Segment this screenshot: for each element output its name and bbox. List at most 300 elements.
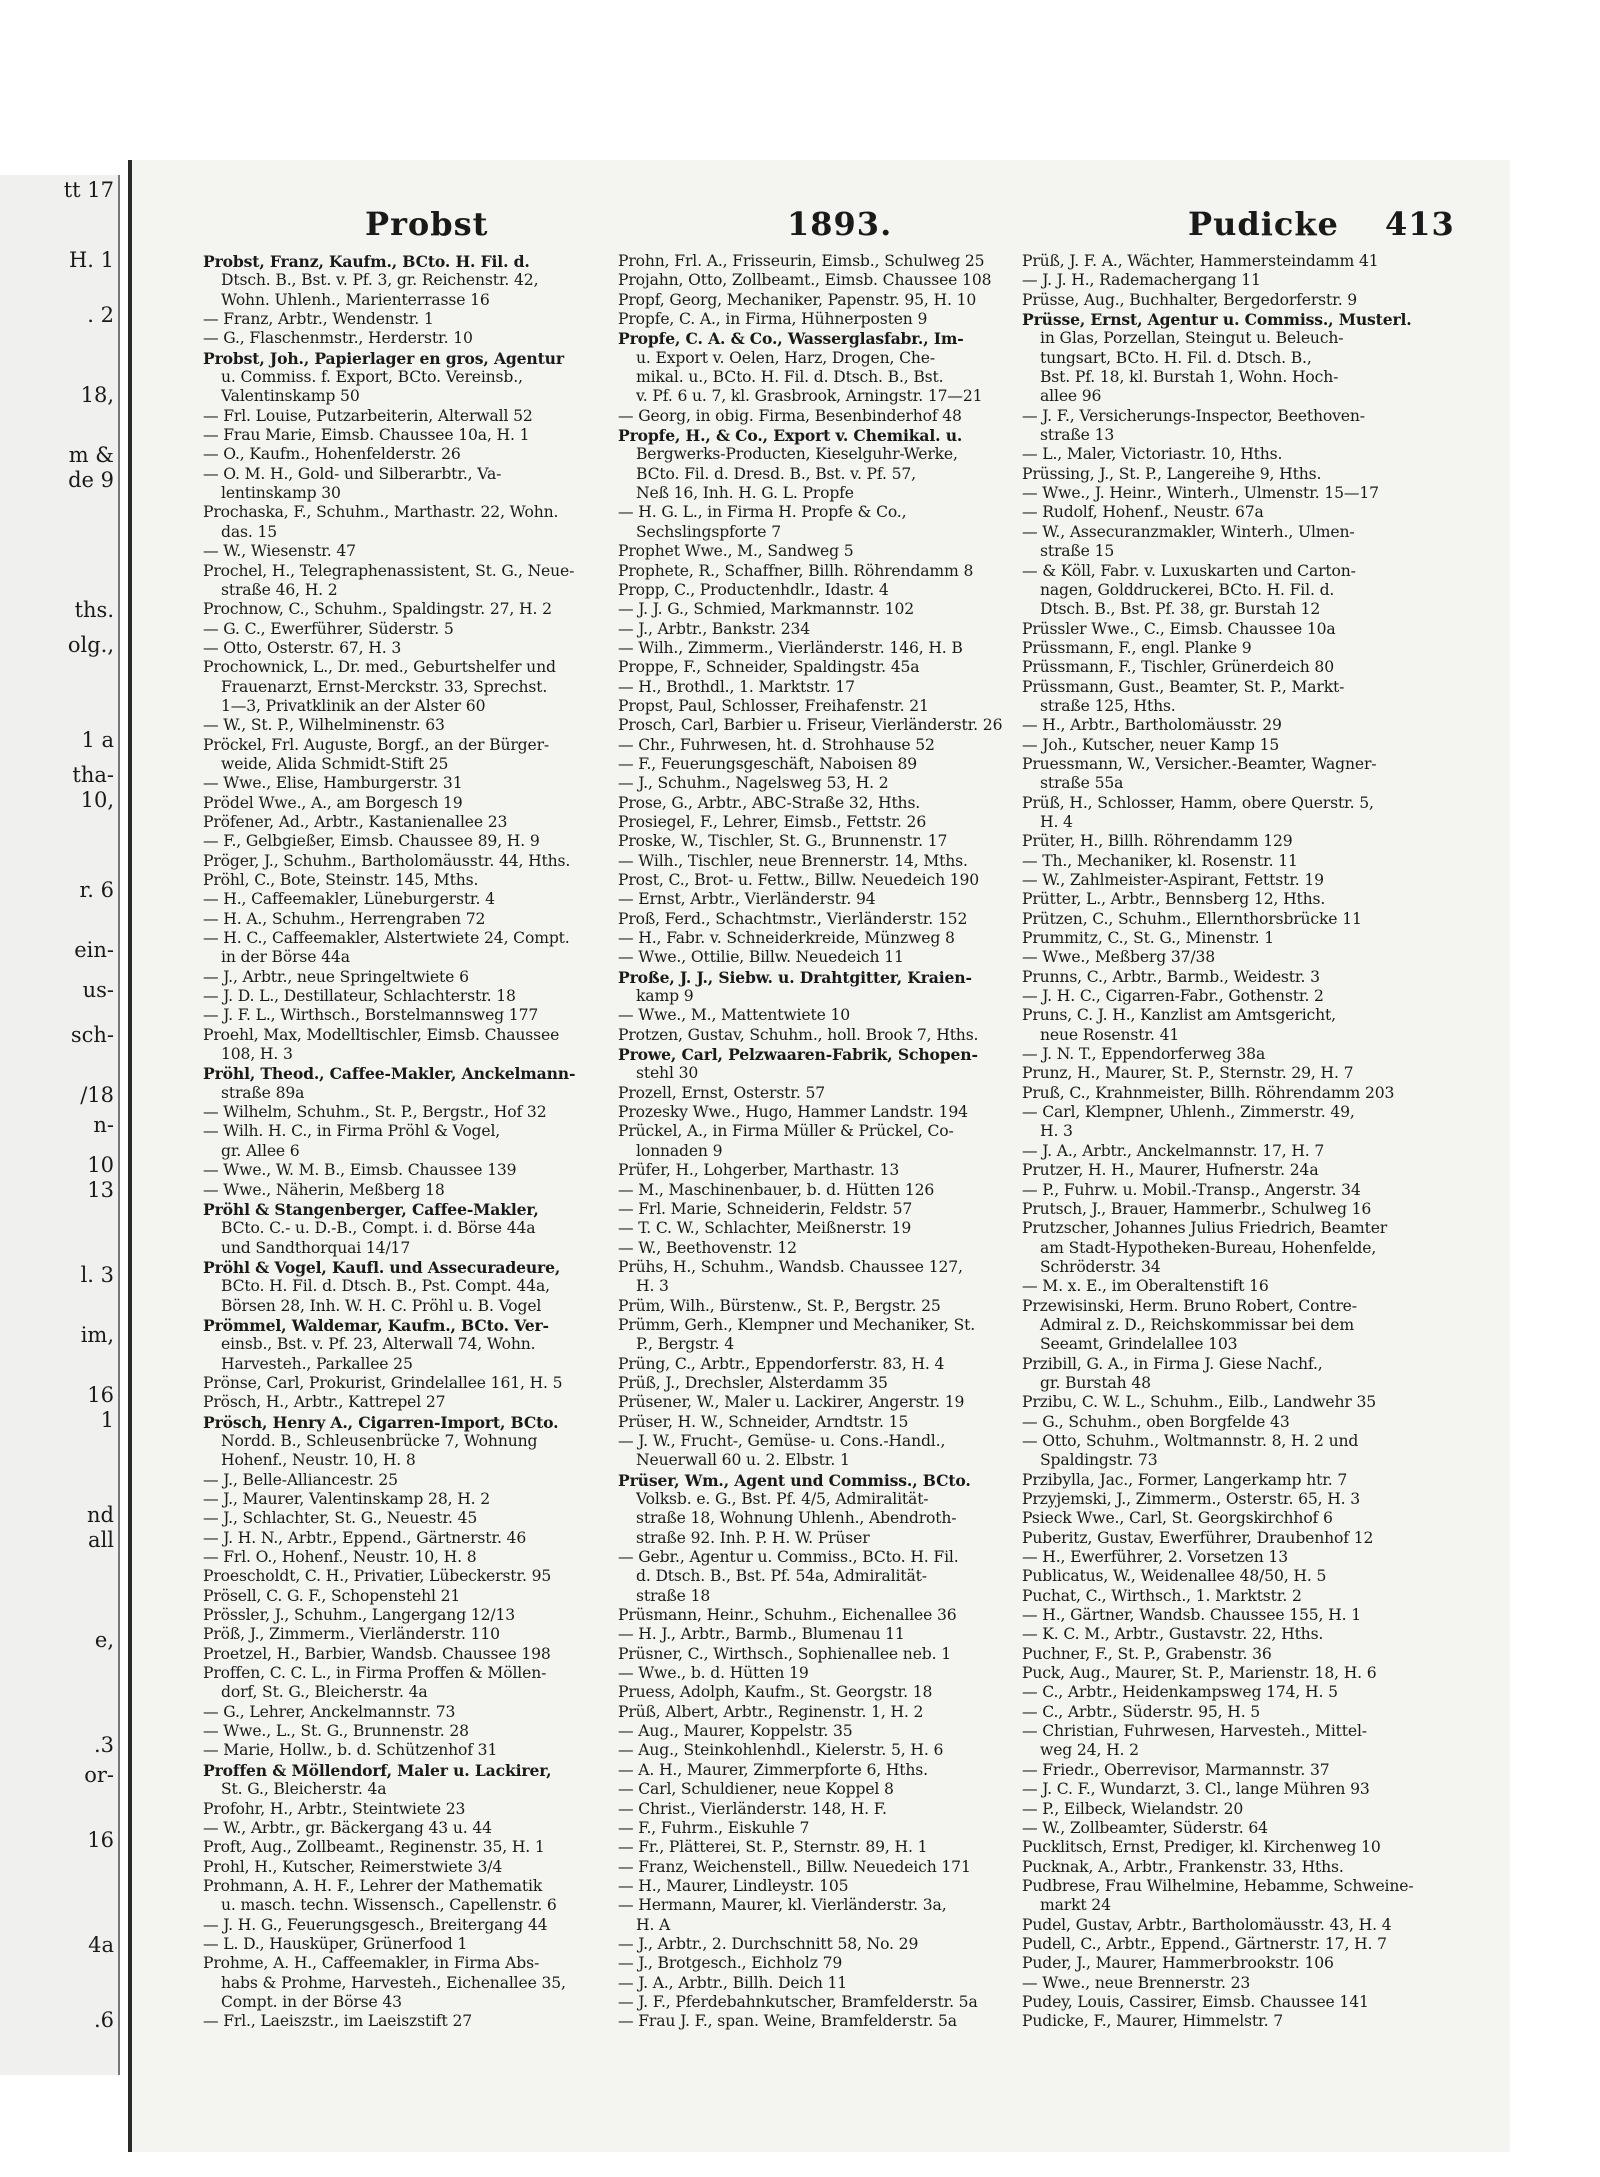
directory-entry-line: Prüfer, H., Lohgerber, Marthastr. 13 bbox=[618, 1161, 900, 1180]
directory-entry-line: straße 15 bbox=[1040, 542, 1115, 561]
directory-entry-line: Proffen & Möllendorf, Maler u. Lackirer, bbox=[203, 1760, 552, 1780]
directory-column-1 bbox=[203, 252, 613, 2032]
directory-entry-line: — Wwe., Näherin, Meßberg 18 bbox=[203, 1180, 445, 1199]
previous-page-fragment: 4a bbox=[88, 1933, 114, 1957]
directory-entry-line: u. Export v. Oelen, Harz, Drogen, Che- bbox=[636, 348, 936, 367]
directory-entry-line: habs & Prohme, Harvesteh., Eichenallee 35, bbox=[221, 1973, 566, 1992]
directory-entry-line: — Friedr., Oberrevisor, Marmannstr. 37 bbox=[1022, 1760, 1330, 1779]
directory-entry-line: — W., Zollbeamter, Süderstr. 64 bbox=[1022, 1818, 1268, 1837]
directory-entry-line: Proescholdt, C. H., Privatier, Lübeckerstr. 95 bbox=[203, 1567, 552, 1586]
directory-entry-line: Prüm, Wilh., Bürstenw., St. P., Bergstr. 25 bbox=[618, 1296, 941, 1315]
running-head-left: Probst bbox=[365, 205, 489, 243]
directory-entry-line: — Wwe., W. M. B., Eimsb. Chaussee 139 bbox=[203, 1161, 517, 1180]
directory-entry-line: — Otto, Schuhm., Woltmannstr. 8, H. 2 und bbox=[1022, 1431, 1359, 1450]
directory-entry-line: straße 18 bbox=[636, 1586, 711, 1605]
directory-entry-line: Proske, W., Tischler, St. G., Brunnenstr. 17 bbox=[618, 832, 948, 851]
directory-entry-line: — M. x. E., im Oberaltenstift 16 bbox=[1022, 1277, 1269, 1296]
directory-entry-line: — Aug., Steinkohlenhdl., Kielerstr. 5, H. 6 bbox=[618, 1741, 944, 1760]
directory-entry-line: Probst, Franz, Kaufm., BCto. H. Fil. d. bbox=[203, 252, 530, 271]
directory-entry-line: — H., Arbtr., Bartholomäusstr. 29 bbox=[1022, 716, 1282, 735]
directory-entry-line: Prüß, H., Schlosser, Hamm, obere Querstr. 5, bbox=[1022, 793, 1374, 812]
directory-entry-line: Propfe, H., & Co., Export v. Chemikal. u. bbox=[618, 426, 963, 446]
directory-entry-line: Prutzscher, Johannes Julius Friedrich, Beamter bbox=[1022, 1219, 1388, 1238]
directory-entry-line: — Frl. Marie, Schneiderin, Feldstr. 57 bbox=[618, 1199, 913, 1218]
directory-entry-line: — A. H., Maurer, Zimmerpforte 6, Hths. bbox=[618, 1760, 928, 1779]
directory-entry-line: 108, H. 3 bbox=[221, 1045, 293, 1064]
directory-entry-line: Propfe, C. A. & Co., Wasserglasfabr., Im- bbox=[618, 329, 964, 349]
previous-page-fragment: tt 17 bbox=[63, 178, 114, 202]
directory-entry-line: — J., Belle-Alliancestr. 25 bbox=[203, 1470, 398, 1489]
directory-entry-line: — Frau J. F., span. Weine, Bramfelderstr. 5a bbox=[618, 2012, 957, 2031]
directory-entry-line: Puchner, F., St. P., Grabenstr. 36 bbox=[1022, 1644, 1272, 1663]
directory-entry-line: v. Pf. 6 u. 7, kl. Grasbrook, Arningstr. 17—21 bbox=[636, 387, 983, 406]
previous-page-fragment: sch- bbox=[70, 1023, 114, 1047]
directory-entry-line: — Wwe., J. Heinr., Winterh., Ulmenstr. 15—17 bbox=[1022, 484, 1379, 503]
directory-entry-line: H. 4 bbox=[1040, 812, 1073, 831]
directory-entry-line: tungsart, BCto. H. Fil. d. Dtsch. B., bbox=[1040, 348, 1312, 367]
directory-entry-line: — H. A., Schuhm., Herrengraben 72 bbox=[203, 909, 486, 928]
directory-entry-line: nagen, Golddruckerei, BCto. H. Fil. d. bbox=[1040, 580, 1335, 599]
directory-entry-line: Seeamt, Grindelallee 103 bbox=[1040, 1335, 1238, 1354]
directory-entry-line: Neß 16, Inh. H. G. L. Propfe bbox=[636, 484, 854, 503]
directory-entry-line: Schröderstr. 34 bbox=[1040, 1257, 1161, 1276]
directory-entry-line: Prochownick, L., Dr. med., Geburtshelfer und bbox=[203, 658, 556, 677]
directory-entry-line: — Hermann, Maurer, kl. Vierländerstr. 3a, bbox=[618, 1896, 947, 1915]
directory-entry-line: Propp, C., Productenhdlr., Idastr. 4 bbox=[618, 580, 889, 599]
directory-entry-line: — J. J. G., Schmied, Markmannstr. 102 bbox=[618, 600, 915, 619]
directory-entry-line: Spaldingstr. 73 bbox=[1040, 1451, 1158, 1470]
directory-entry-line: — Franz, Arbtr., Wendenstr. 1 bbox=[203, 310, 434, 329]
previous-page-fragment: 13 bbox=[87, 1178, 114, 1202]
directory-entry-line: Prüng, C., Arbtr., Eppendorferstr. 83, H. 4 bbox=[618, 1354, 945, 1373]
previous-page-fragment: or- bbox=[84, 1763, 114, 1787]
directory-entry-line: Pröhl, Theod., Caffee-Makler, Anckelmann- bbox=[203, 1064, 576, 1084]
previous-page-fragment: .3 bbox=[93, 1733, 114, 1757]
directory-entry-line: Prüß, J. F. A., Wächter, Hammersteindamm 41 bbox=[1022, 252, 1379, 270]
directory-entry-line: Börsen 28, Inh. W. H. C. Pröhl u. B. Vogel bbox=[221, 1296, 542, 1315]
directory-entry-line: — G., Schuhm., oben Borgfelde 43 bbox=[1022, 1412, 1290, 1431]
directory-entry-line: Pruessmann, W., Versicher.-Beamter, Wagner- bbox=[1022, 754, 1377, 773]
directory-entry-line: lonnaden 9 bbox=[636, 1141, 723, 1160]
directory-entry-line: Sechslingspforte 7 bbox=[636, 522, 781, 541]
directory-entry-line: Prösch, Henry A., Cigarren-Import, BCto. bbox=[203, 1412, 559, 1432]
previous-page-fragment: im, bbox=[80, 1323, 114, 1347]
directory-entry-line: — J. F. L., Wirthsch., Borstelmannsweg 177 bbox=[203, 1006, 539, 1025]
directory-entry-line: Prüssmann, Gust., Beamter, St. P., Markt- bbox=[1022, 677, 1345, 696]
directory-entry-line: P., Bergstr. 4 bbox=[636, 1335, 735, 1354]
directory-entry-line: dorf, St. G., Bleicherstr. 4a bbox=[221, 1683, 428, 1702]
directory-entry-line: — Chr., Fuhrwesen, ht. d. Strohhause 52 bbox=[618, 735, 935, 754]
directory-entry-line: Prohn, Frl. A., Frisseurin, Eimsb., Schulweg 25 bbox=[618, 252, 985, 270]
directory-entry-line: Prömmel, Waldemar, Kaufm., BCto. Ver- bbox=[203, 1315, 549, 1335]
directory-entry-line: — Wwe., Meßberg 37/38 bbox=[1022, 948, 1216, 967]
directory-entry-line: Pucklitsch, Ernst, Prediger, kl. Kirchenweg 10 bbox=[1022, 1838, 1381, 1857]
previous-page-fragment: olg., bbox=[67, 633, 114, 657]
directory-entry-line: — Marie, Hollw., b. d. Schützenhof 31 bbox=[203, 1741, 498, 1760]
directory-entry-line: — W., Assecuranzmakler, Winterh., Ulmen- bbox=[1022, 522, 1355, 541]
directory-column-2 bbox=[618, 252, 1028, 2032]
directory-entry-line: Przewisinski, Herm. Bruno Robert, Contre- bbox=[1022, 1296, 1357, 1315]
directory-entry-line: Prozell, Ernst, Osterstr. 57 bbox=[618, 1083, 826, 1102]
directory-entry-line: Nordd. B., Schleusenbrücke 7, Wohnung bbox=[221, 1431, 538, 1450]
directory-entry-line: — Frl. O., Hohenf., Neustr. 10, H. 8 bbox=[203, 1548, 477, 1567]
directory-entry-line: Pröckel, Frl. Auguste, Borgf., an der Bürger- bbox=[203, 735, 549, 754]
directory-entry-line: Prönse, Carl, Prokurist, Grindelallee 161, H. 5 bbox=[203, 1373, 563, 1392]
directory-entry-line: — Carl, Klempner, Uhlenh., Zimmerstr. 49, bbox=[1022, 1103, 1355, 1122]
directory-entry-line: — H., Brothdl., 1. Marktstr. 17 bbox=[618, 677, 855, 696]
running-head-year: 1893. bbox=[787, 205, 893, 243]
directory-entry-line: Puchat, C., Wirthsch., 1. Marktstr. 2 bbox=[1022, 1586, 1302, 1605]
directory-entry-line: Prost, C., Brot- u. Fettw., Billw. Neuedeich 190 bbox=[618, 871, 980, 889]
directory-entry-line: — Georg, in obig. Firma, Besenbinderhof 48 bbox=[618, 406, 962, 425]
directory-entry-line: — H., Gärtner, Wandsb. Chaussee 155, H. 1 bbox=[1022, 1606, 1362, 1625]
directory-entry-line: Profohr, H., Arbtr., Steintwiete 23 bbox=[203, 1799, 466, 1818]
directory-entry-line: Propf, Georg, Mechaniker, Papenstr. 95, H. 10 bbox=[618, 290, 977, 309]
directory-entry-line: Prödel Wwe., A., am Borgesch 19 bbox=[203, 793, 463, 812]
directory-entry-line: — Joh., Kutscher, neuer Kamp 15 bbox=[1022, 735, 1280, 754]
directory-entry-line: Wohn. Uhlenh., Marienterrasse 16 bbox=[221, 290, 490, 309]
previous-page-fragment: us- bbox=[82, 978, 114, 1002]
directory-entry-line: Propfe, C. A., in Firma, Hühnerposten 9 bbox=[618, 310, 928, 329]
directory-entry-line: Pröhl & Stangenberger, Caffee-Makler, bbox=[203, 1199, 539, 1219]
directory-entry-line: Dtsch. B., Bst. Pf. 38, gr. Burstah 12 bbox=[1040, 600, 1321, 619]
directory-entry-line: — Frl. Louise, Putzarbeiterin, Alterwall 52 bbox=[203, 406, 533, 425]
directory-entry-line: — Wilh., Tischler, neue Brennerstr. 14, Mths. bbox=[618, 851, 968, 870]
directory-entry-line: H. A bbox=[636, 1915, 671, 1934]
directory-column-3 bbox=[1022, 252, 1432, 2032]
directory-entry-line: straße 13 bbox=[1040, 426, 1115, 445]
directory-entry-line: — G., Flaschenmstr., Herderstr. 10 bbox=[203, 329, 473, 348]
directory-entry-line: — O. M. H., Gold- und Silberarbtr., Va- bbox=[203, 464, 502, 483]
directory-entry-line: Puck, Aug., Maurer, St. P., Marienstr. 18, H. 6 bbox=[1022, 1664, 1377, 1683]
directory-entry-line: Prüssler Wwe., C., Eimsb. Chaussee 10a bbox=[1022, 619, 1336, 638]
directory-entry-line: — J. H. C., Cigarren-Fabr., Gothenstr. 2 bbox=[1022, 987, 1324, 1006]
directory-entry-line: Publicatus, W., Weidenallee 48/50, H. 5 bbox=[1022, 1567, 1327, 1586]
directory-entry-line: Prophete, R., Schaffner, Billh. Röhrendamm 8 bbox=[618, 561, 974, 580]
directory-entry-line: Pruß, C., Krahnmeister, Billh. Röhrendamm 203 bbox=[1022, 1083, 1395, 1102]
previous-page-fragment: tha- bbox=[72, 763, 114, 787]
directory-entry-line: — J., Schuhm., Nagelsweg 53, H. 2 bbox=[618, 774, 889, 793]
directory-entry-line: — Wilhelm, Schuhm., St. P., Bergstr., Hof 32 bbox=[203, 1103, 547, 1122]
directory-entry-line: Proffen, C. C. L., in Firma Proffen & Möllen- bbox=[203, 1664, 547, 1683]
directory-entry-line: — C., Arbtr., Süderstr. 95, H. 5 bbox=[1022, 1702, 1261, 1721]
directory-entry-line: Prüssing, J., St. P., Langereihe 9, Hths. bbox=[1022, 464, 1322, 483]
previous-page-fragment: 18, bbox=[80, 383, 114, 407]
previous-page-fragment: ein- bbox=[74, 938, 114, 962]
directory-entry-line: — F., Fuhrm., Eiskuhle 7 bbox=[618, 1818, 810, 1837]
directory-entry-line: Prüsse, Aug., Buchhalter, Bergedorferstr. 9 bbox=[1022, 290, 1358, 309]
directory-entry-line: — J. H. N., Arbtr., Eppend., Gärtnerstr. 46 bbox=[203, 1528, 527, 1547]
directory-entry-line: Pröhl & Vogel, Kaufl. und Assecuradeure, bbox=[203, 1257, 561, 1277]
directory-entry-line: Prühs, H., Schuhm., Wandsb. Chaussee 127, bbox=[618, 1257, 963, 1276]
directory-entry-line: Prozesky Wwe., Hugo, Hammer Landstr. 194 bbox=[618, 1103, 968, 1122]
directory-entry-line: — P., Fuhrw. u. Mobil.-Transp., Angerstr. 34 bbox=[1022, 1180, 1361, 1199]
directory-entry-line: — Frl., Laeiszstr., im Laeiszstift 27 bbox=[203, 2012, 473, 2031]
directory-entry-line: Bst. Pf. 18, kl. Burstah 1, Wohn. Hoch- bbox=[1040, 368, 1339, 387]
previous-page-fragment: 16 bbox=[87, 1383, 114, 1407]
directory-entry-line: Prüter, H., Billh. Röhrendamm 129 bbox=[1022, 832, 1293, 851]
directory-entry-line: — Aug., Maurer, Koppelstr. 35 bbox=[618, 1722, 853, 1741]
directory-entry-line: in der Börse 44a bbox=[221, 948, 350, 967]
directory-entry-line: Prochaska, F., Schuhm., Marthastr. 22, Wohn. bbox=[203, 503, 559, 522]
directory-entry-line: — W., Beethovenstr. 12 bbox=[618, 1238, 797, 1257]
directory-entry-line: — L. D., Hausküper, Grünerfood 1 bbox=[203, 1934, 468, 1953]
directory-entry-line: Compt. in der Börse 43 bbox=[221, 1992, 402, 2011]
directory-entry-line: gr. Allee 6 bbox=[221, 1141, 300, 1160]
directory-entry-line: — Christ., Vierländerstr. 148, H. F. bbox=[618, 1799, 887, 1818]
directory-entry-line: Prutzer, H. H., Maurer, Hufnerstr. 24a bbox=[1022, 1161, 1319, 1180]
previous-page-fragment: nd bbox=[87, 1503, 114, 1527]
previous-page-fragment: ths. bbox=[74, 598, 114, 622]
directory-entry-line: Propst, Paul, Schlosser, Freihafenstr. 21 bbox=[618, 696, 929, 715]
directory-entry-line: Prohme, A. H., Caffeemakler, in Firma Abs- bbox=[203, 1954, 540, 1973]
directory-entry-line: Valentinskamp 50 bbox=[221, 387, 360, 406]
directory-entry-line: Neuerwall 60 u. 2. Elbstr. 1 bbox=[636, 1451, 850, 1470]
directory-entry-line: — W., Wiesenstr. 47 bbox=[203, 542, 356, 561]
directory-entry-line: — J., Maurer, Valentinskamp 28, H. 2 bbox=[203, 1490, 491, 1508]
directory-entry-line: Prüß, Albert, Arbtr., Reginenstr. 1, H. 2 bbox=[618, 1702, 924, 1721]
directory-entry-line: — Wwe., Elise, Hamburgerstr. 31 bbox=[203, 774, 463, 793]
directory-entry-line: Pröger, J., Schuhm., Bartholomäusstr. 44, Hths. bbox=[203, 851, 571, 870]
directory-entry-line: — J. A., Arbtr., Anckelmannstr. 17, H. 7 bbox=[1022, 1141, 1325, 1160]
directory-entry-line: Protzen, Gustav, Schuhm., holl. Brook 7, Hths. bbox=[618, 1025, 979, 1044]
directory-entry-line: Prophet Wwe., M., Sandweg 5 bbox=[618, 542, 854, 561]
directory-entry-line: — W., St. P., Wilhelminenstr. 63 bbox=[203, 716, 445, 735]
directory-entry-line: straße 46, H. 2 bbox=[221, 580, 338, 599]
directory-entry-line: — Wilh. H. C., in Firma Pröhl & Vogel, bbox=[203, 1122, 501, 1141]
directory-entry-line: allee 96 bbox=[1040, 387, 1102, 406]
directory-entry-line: Prummitz, C., St. G., Minenstr. 1 bbox=[1022, 929, 1274, 948]
directory-entry-line: — Th., Mechaniker, kl. Rosenstr. 11 bbox=[1022, 851, 1298, 870]
directory-entry-line: am Stadt-Hypotheken-Bureau, Hohenfelde, bbox=[1040, 1238, 1377, 1257]
directory-entry-line: Przibylla, Jac., Former, Langerkamp htr. 7 bbox=[1022, 1470, 1348, 1489]
directory-entry-line: — H., Ewerführer, 2. Vorsetzen 13 bbox=[1022, 1548, 1288, 1567]
directory-entry-line: in Glas, Porzellan, Steingut u. Beleuch- bbox=[1040, 329, 1344, 348]
directory-entry-line: — Wwe., L., St. G., Brunnenstr. 28 bbox=[203, 1722, 469, 1741]
directory-entry-line: Prüß, J., Drechsler, Alsterdamm 35 bbox=[618, 1373, 888, 1392]
directory-entry-line: Przibill, G. A., in Firma J. Giese Nachf., bbox=[1022, 1354, 1323, 1373]
directory-entry-line: Puder, J., Maurer, Hammerbrookstr. 106 bbox=[1022, 1954, 1334, 1973]
directory-entry-line: — J. H. G., Feuerungsgesch., Breitergang 44 bbox=[203, 1915, 548, 1934]
previous-page-fragment: 10, bbox=[80, 788, 114, 812]
previous-page-fragment: 10 bbox=[87, 1153, 114, 1177]
directory-entry-line: Prückel, A., in Firma Müller & Prückel, Co- bbox=[618, 1122, 954, 1141]
directory-entry-line: Prütter, L., Arbtr., Bennsberg 12, Hths. bbox=[1022, 890, 1326, 909]
previous-page-fragment: /18 bbox=[80, 1083, 114, 1107]
directory-entry-line: — H. G. L., in Firma H. Propfe & Co., bbox=[618, 503, 907, 522]
previous-page-edge bbox=[0, 175, 120, 2075]
directory-entry-line: St. G., Bleicherstr. 4a bbox=[221, 1780, 387, 1799]
directory-entry-line: — H. J., Arbtr., Barmb., Blumenau 11 bbox=[618, 1625, 905, 1644]
directory-entry-line: — J., Schlachter, St. G., Neuestr. 45 bbox=[203, 1509, 478, 1528]
directory-entry-line: Dtsch. B., Bst. v. Pf. 3, gr. Reichenstr. 42, bbox=[221, 271, 539, 290]
directory-entry-line: Pudicke, F., Maurer, Himmelstr. 7 bbox=[1022, 2012, 1284, 2031]
directory-entry-line: stehl 30 bbox=[636, 1064, 699, 1083]
previous-page-fragment: 16 bbox=[87, 1828, 114, 1852]
directory-entry-line: — Wwe., M., Mattentwiete 10 bbox=[618, 1006, 851, 1025]
directory-entry-line: das. 15 bbox=[221, 522, 277, 541]
directory-entry-line: H. 3 bbox=[1040, 1122, 1073, 1141]
directory-entry-line: — Fr., Plätterei, St. P., Sternstr. 89, H. 1 bbox=[618, 1838, 928, 1857]
directory-entry-line: — Wwe., neue Brennerstr. 23 bbox=[1022, 1973, 1251, 1992]
directory-entry-line: Prochel, H., Telegraphenassistent, St. G., Neue- bbox=[203, 561, 575, 580]
running-head-right: Pudicke bbox=[1188, 205, 1339, 243]
directory-entry-line: — J. F., Versicherungs-Inspector, Beethoven- bbox=[1022, 406, 1365, 425]
directory-entry-line: Prochnow, C., Schuhm., Spaldingstr. 27, H. 2 bbox=[203, 600, 552, 619]
directory-entry-line: — F., Feuerungsgeschäft, Naboisen 89 bbox=[618, 754, 918, 773]
directory-entry-line: 1—3, Privatklinik an der Alster 60 bbox=[221, 696, 486, 715]
directory-entry-line: Pruns, C. J. H., Kanzlist am Amtsgericht, bbox=[1022, 1006, 1336, 1025]
directory-entry-line: Projahn, Otto, Zollbeamt., Eimsb. Chaussee 108 bbox=[618, 271, 992, 290]
directory-entry-line: straße 18, Wohnung Uhlenh., Abendroth- bbox=[636, 1509, 957, 1528]
directory-entry-line: — H. C., Caffeemakler, Alstertwiete 24, Compt. bbox=[203, 929, 570, 948]
directory-entry-line: Prüsner, C., Wirthsch., Sophienallee neb. 1 bbox=[618, 1644, 951, 1663]
previous-page-fragment: 1 bbox=[100, 1408, 114, 1432]
directory-entry-line: Pudell, C., Arbtr., Eppend., Gärtnerstr. 17, H. 7 bbox=[1022, 1934, 1387, 1953]
previous-page-fragment: all bbox=[88, 1528, 114, 1552]
directory-entry-line: einsb., Bst. v. Pf. 23, Alterwall 74, Wohn. bbox=[221, 1335, 536, 1354]
directory-entry-line: Prüssmann, F., Tischler, Grünerdeich 80 bbox=[1022, 658, 1334, 677]
directory-entry-line: Pudbrese, Frau Wilhelmine, Hebamme, Schweine- bbox=[1022, 1876, 1414, 1895]
directory-entry-line: — W., Zahlmeister-Aspirant, Fettstr. 19 bbox=[1022, 871, 1324, 889]
directory-entry-line: Prunz, H., Maurer, St. P., Sternstr. 29, H. 7 bbox=[1022, 1064, 1354, 1083]
directory-entry-line: Przyjemski, J., Zimmerm., Osterstr. 65, H. 3 bbox=[1022, 1490, 1361, 1508]
directory-entry-line: straße 89a bbox=[221, 1083, 305, 1102]
directory-entry-line: Proehl, Max, Modelltischler, Eimsb. Chaussee bbox=[203, 1025, 560, 1044]
directory-entry-line: — T. C. W., Schlachter, Meißnerstr. 19 bbox=[618, 1219, 912, 1238]
previous-page-fragment: m & bbox=[68, 443, 114, 467]
directory-entry-line: Prüssmann, F., engl. Planke 9 bbox=[1022, 638, 1252, 657]
directory-entry-line: — J., Arbtr., Bankstr. 234 bbox=[618, 619, 811, 638]
directory-entry-line: — H., Caffeemakler, Lüneburgerstr. 4 bbox=[203, 890, 495, 909]
directory-entry-line: d. Dtsch. B., Bst. Pf. 54a, Admiralität- bbox=[636, 1567, 927, 1586]
directory-entry-line: — J. W., Frucht-, Gemüse- u. Cons.-Handl., bbox=[618, 1431, 946, 1450]
directory-entry-line: — & Köll, Fabr. v. Luxuskarten und Carton- bbox=[1022, 561, 1356, 580]
directory-entry-line: Pröhl, C., Bote, Steinstr. 145, Mths. bbox=[203, 871, 479, 889]
directory-entry-line: Prösell, C. G. F., Schopenstehl 21 bbox=[203, 1586, 461, 1605]
directory-entry-line: Pudey, Louis, Cassirer, Eimsb. Chaussee 141 bbox=[1022, 1992, 1369, 2011]
directory-entry-line: weg 24, H. 2 bbox=[1040, 1741, 1139, 1760]
directory-entry-line: markt 24 bbox=[1040, 1896, 1111, 1915]
directory-entry-line: straße 92. Inh. P. H. W. Prüser bbox=[636, 1528, 870, 1547]
directory-entry-line: Frauenarzt, Ernst-Merckstr. 33, Sprechst. bbox=[221, 677, 548, 696]
page-number: 413 bbox=[1385, 205, 1455, 243]
directory-entry-line: Pruess, Adolph, Kaufm., St. Georgstr. 18 bbox=[618, 1683, 933, 1702]
directory-entry-line: Admiral z. D., Reichskommissar bei dem bbox=[1040, 1315, 1354, 1334]
directory-entry-line: Hohenf., Neustr. 10, H. 8 bbox=[221, 1451, 416, 1470]
directory-entry-line: — Ernst, Arbtr., Vierländerstr. 94 bbox=[618, 890, 876, 909]
directory-entry-line: — J. D. L., Destillateur, Schlachterstr. 18 bbox=[203, 987, 516, 1006]
directory-entry-line: — Franz, Weichenstell., Billw. Neuedeich 171 bbox=[618, 1857, 971, 1876]
directory-entry-line: — Otto, Osterstr. 67, H. 3 bbox=[203, 638, 402, 657]
directory-entry-line: — G., Lehrer, Anckelmannstr. 73 bbox=[203, 1702, 456, 1721]
directory-entry-line: Volksb. e. G., Bst. Pf. 4/5, Admiralität- bbox=[636, 1490, 929, 1508]
directory-entry-line: — Wwe., b. d. Hütten 19 bbox=[618, 1664, 809, 1683]
previous-page-fragment: de 9 bbox=[68, 468, 114, 492]
directory-entry-line: — G. C., Ewerführer, Süderstr. 5 bbox=[203, 619, 454, 638]
directory-entry-line: H. 3 bbox=[636, 1277, 669, 1296]
directory-entry-line: — J. C. F., Wundarzt, 3. Cl., lange Mühren 93 bbox=[1022, 1780, 1370, 1799]
directory-entry-line: — Rudolf, Hohenf., Neustr. 67a bbox=[1022, 503, 1264, 522]
directory-entry-line: — K. C. M., Arbtr., Gustavstr. 22, Hths. bbox=[1022, 1625, 1324, 1644]
directory-entry-line: Prösch, H., Arbtr., Kattrepel 27 bbox=[203, 1393, 446, 1412]
directory-entry-line: Prümm, Gerh., Klempner und Mechaniker, St. bbox=[618, 1315, 976, 1334]
directory-entry-line: Psieck Wwe., Carl, St. Georgskirchhof 6 bbox=[1022, 1509, 1333, 1528]
directory-entry-line: Pudel, Gustav, Arbtr., Bartholomäusstr. 43, H. 4 bbox=[1022, 1915, 1392, 1934]
directory-entry-line: Harvesteh., Parkallee 25 bbox=[221, 1354, 413, 1373]
directory-entry-line: — O., Kaufm., Hohenfelderstr. 26 bbox=[203, 445, 461, 464]
directory-entry-line: — J., Arbtr., 2. Durchschnitt 58, No. 29 bbox=[618, 1934, 919, 1953]
directory-entry-line: — H., Maurer, Lindleystr. 105 bbox=[618, 1876, 849, 1895]
previous-page-fragment: . 2 bbox=[87, 303, 114, 327]
directory-entry-line: — J. N. T., Eppendorferweg 38a bbox=[1022, 1045, 1266, 1064]
previous-page-fragment: l. 3 bbox=[80, 1263, 114, 1287]
previous-page-fragment: 1 a bbox=[81, 728, 114, 752]
directory-entry-line: Prüsener, W., Maler u. Lackirer, Angerstr. 19 bbox=[618, 1393, 965, 1412]
directory-entry-line: — Frau Marie, Eimsb. Chaussee 10a, H. 1 bbox=[203, 426, 530, 445]
directory-entry-line: kamp 9 bbox=[636, 987, 694, 1006]
directory-entry-line: — J. F., Pferdebahnkutscher, Bramfelderstr. 5a bbox=[618, 1992, 978, 2011]
directory-entry-line: — Christian, Fuhrwesen, Harvesteh., Mittel- bbox=[1022, 1722, 1367, 1741]
directory-entry-line: weide, Alida Schmidt-Stift 25 bbox=[221, 754, 449, 773]
directory-entry-line: Proße, J. J., Siebw. u. Drahtgitter, Kraien- bbox=[618, 967, 972, 987]
directory-entry-line: Prose, G., Arbtr., ABC-Straße 32, Hths. bbox=[618, 793, 921, 812]
directory-entry-line: Prüsmann, Heinr., Schuhm., Eichenallee 36 bbox=[618, 1606, 957, 1625]
directory-entry-line: u. Commiss. f. Export, BCto. Vereinsb., bbox=[221, 368, 523, 387]
previous-page-fragment: r. 6 bbox=[79, 878, 114, 902]
directory-entry-line: Prützen, C., Schuhm., Ellernthorsbrücke 11 bbox=[1022, 909, 1362, 928]
directory-entry-line: BCto. C.- u. D.-B., Compt. i. d. Börse 44a bbox=[221, 1219, 536, 1238]
directory-entry-line: Pucknak, A., Arbtr., Frankenstr. 33, Hths. bbox=[1022, 1857, 1344, 1876]
directory-entry-line: — L., Maler, Victoriastr. 10, Hths. bbox=[1022, 445, 1283, 464]
directory-entry-line: Prohl, H., Kutscher, Reimerstwiete 3/4 bbox=[203, 1857, 503, 1876]
directory-entry-line: Prüser, H. W., Schneider, Arndtstr. 15 bbox=[618, 1412, 909, 1431]
directory-entry-line: — Wilh., Zimmerm., Vierländerstr. 146, H. B bbox=[618, 638, 963, 657]
directory-entry-line: Prosch, Carl, Barbier u. Friseur, Vierländerstr. 26 bbox=[618, 716, 1003, 735]
directory-entry-line: — J., Brotgesch., Eichholz 79 bbox=[618, 1954, 843, 1973]
directory-entry-line: und Sandthorquai 14/17 bbox=[221, 1238, 411, 1257]
directory-entry-line: Proppe, F., Schneider, Spaldingstr. 45a bbox=[618, 658, 920, 677]
directory-entry-line: — J. J. H., Rademachergang 11 bbox=[1022, 271, 1261, 290]
directory-entry-line: — Carl, Schuldiener, neue Koppel 8 bbox=[618, 1780, 894, 1799]
directory-entry-line: neue Rosenstr. 41 bbox=[1040, 1025, 1180, 1044]
directory-entry-line: u. masch. techn. Wissensch., Capellenstr. 6 bbox=[221, 1896, 557, 1915]
previous-page-fragment: .6 bbox=[93, 2008, 114, 2032]
directory-entry-line: — J., Arbtr., neue Springeltwiete 6 bbox=[203, 967, 469, 986]
directory-entry-line: Prüser, Wm., Agent und Commiss., BCto. bbox=[618, 1470, 971, 1490]
directory-entry-line: — P., Eilbeck, Wielandstr. 20 bbox=[1022, 1799, 1244, 1818]
directory-entry-line: Prutsch, J., Brauer, Hammerbr., Schulweg 16 bbox=[1022, 1199, 1372, 1218]
directory-entry-line: Prüsse, Ernst, Agentur u. Commiss., Musterl. bbox=[1022, 310, 1412, 330]
directory-entry-line: — W., Arbtr., gr. Bäckergang 43 u. 44 bbox=[203, 1818, 492, 1837]
directory-entry-line: — C., Arbtr., Heidenkampsweg 174, H. 5 bbox=[1022, 1683, 1338, 1702]
previous-page-fragment: H. 1 bbox=[68, 248, 114, 272]
directory-entry-line: Prössler, J., Schuhm., Langergang 12/13 bbox=[203, 1606, 516, 1625]
directory-entry-line: Prohmann, A. H. F., Lehrer der Mathematik bbox=[203, 1876, 543, 1895]
directory-entry-line: — Gebr., Agentur u. Commiss., BCto. H. Fil. bbox=[618, 1548, 959, 1567]
directory-entry-line: mikal. u., BCto. H. Fil. d. Dtsch. B., Bst. bbox=[636, 368, 944, 387]
directory-entry-line: Proetzel, H., Barbier, Wandsb. Chaussee 198 bbox=[203, 1644, 551, 1663]
directory-entry-line: Pröfener, Ad., Arbtr., Kastanienallee 23 bbox=[203, 812, 508, 831]
directory-entry-line: — F., Gelbgießer, Eimsb. Chaussee 89, H. 9 bbox=[203, 832, 540, 851]
directory-entry-line: lentinskamp 30 bbox=[221, 484, 341, 503]
directory-entry-line: BCto. H. Fil. d. Dtsch. B., Pst. Compt. 44a, bbox=[221, 1277, 550, 1296]
directory-entry-line: gr. Burstah 48 bbox=[1040, 1373, 1151, 1392]
directory-entry-line: Puberitz, Gustav, Ewerführer, Draubenhof 12 bbox=[1022, 1528, 1374, 1547]
directory-entry-line: Prunns, C., Arbtr., Barmb., Weidestr. 3 bbox=[1022, 967, 1320, 986]
directory-entry-line: Prowe, Carl, Pelzwaaren-Fabrik, Schopen- bbox=[618, 1045, 978, 1065]
directory-entry-line: Prosiegel, F., Lehrer, Eimsb., Fettstr. 26 bbox=[618, 812, 927, 831]
